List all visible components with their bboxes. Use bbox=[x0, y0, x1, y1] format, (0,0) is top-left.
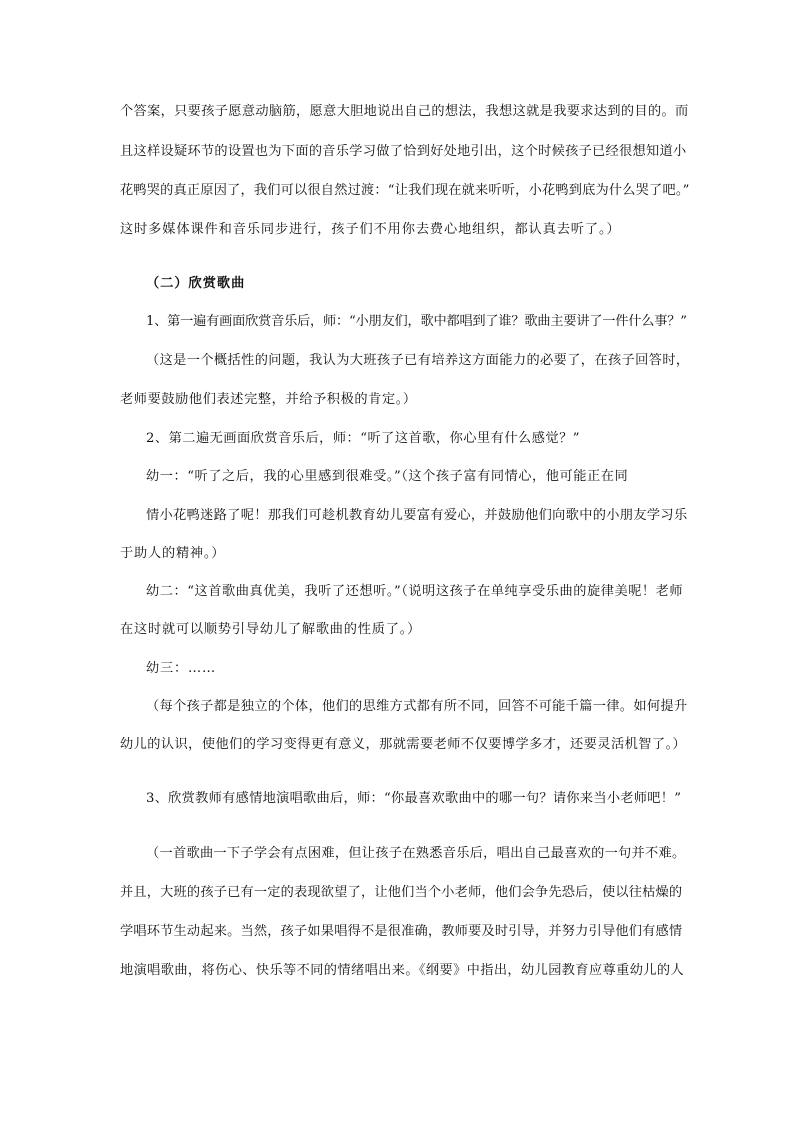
text-line: 幼儿的认识，使他们的学习变得更有意义，那就需要老师不仅要博学多才，还要灵活机智了。） bbox=[120, 737, 687, 752]
text-line: 老师要鼓励他们表述完整，并给予积极的肯定。） bbox=[120, 392, 417, 407]
text-line: 花鸭哭的真正原因了，我们可以很自然过渡：“让我们现在就来听听，小花鸭到底为什么哭了吧。” bbox=[120, 183, 690, 198]
text-line: 1、第一遍有画面欣赏音乐后，师：“小朋友们，歌中都唱到了谁？歌曲主要讲了一件什么事？” bbox=[146, 314, 687, 329]
text-line: 情小花鸭迷路了呢！那我们可趁机教育幼儿要富有爱心，并鼓励他们向歌中的小朋友学习乐 bbox=[146, 508, 688, 523]
text-line: 幼一：“听了之后，我的心里感到很难受。”（这个孩子富有同情心，他可能正在同 bbox=[146, 469, 629, 484]
text-line: （每个孩子都是独立的个体，他们的思维方式都有所不同，回答不可能千篇一律。如何提升 bbox=[146, 699, 688, 714]
text-line: 在这时就可以顺势引导幼儿了解歌曲的性质了。） bbox=[120, 622, 422, 637]
text-line: 学唱环节生动起来。当然，孩子如果唱得不是很准确，教师要及时引导，并努力引导他们有感情 bbox=[120, 924, 683, 939]
text-line: 幼二：“这首歌曲真优美，我听了还想听。”（说明这孩子在单纯享受乐曲的旋律美呢！老师 bbox=[146, 584, 684, 599]
text-line: （一首歌曲一下子学会有点困难，但让孩子在熟悉音乐后，唱出自己最喜欢的一句并不难。 bbox=[146, 846, 686, 861]
text-line: 幼三：…… bbox=[146, 661, 216, 676]
text-line: 地演唱歌曲，将伤心、快乐等不同的情绪唱出来。《纲要》中指出，幼儿园教育应尊重幼儿的人 bbox=[120, 963, 685, 978]
text-line: 于助人的精神。） bbox=[120, 546, 226, 561]
section-heading: （二）欣赏歌曲 bbox=[146, 276, 246, 291]
text-line: 个答案，只要孩子愿意动脑筋，愿意大胆地说出自己的想法，我想这就是我要求达到的目的。而 bbox=[120, 104, 689, 119]
text-line: 3、欣赏教师有感情地演唱歌曲后，师：“你最喜欢歌曲中的哪一句？请你来当小老师吧！” bbox=[146, 791, 682, 806]
text-line: （这是一个概括性的问题，我认为大班孩子已有培养这方面能力的必要了，在孩子回答时， bbox=[146, 353, 690, 368]
text-line: 并且，大班的孩子已有一定的表现欲望了，让他们当个小老师，他们会争先恐后，使以往枯燥的 bbox=[120, 885, 683, 900]
text-line: 2、第二遍无画面欣赏音乐后，师：“听了这首歌，你心里有什么感觉？” bbox=[146, 431, 580, 446]
text-line: 且这样设疑环节的设置也为下面的音乐学习做了恰到好处地引出，这个时候孩子已经很想知道小 bbox=[120, 144, 687, 159]
text-line: 这时多媒体课件和音乐同步进行，孩子们不用你去费心地组织，都认真去听了。） bbox=[120, 222, 621, 237]
